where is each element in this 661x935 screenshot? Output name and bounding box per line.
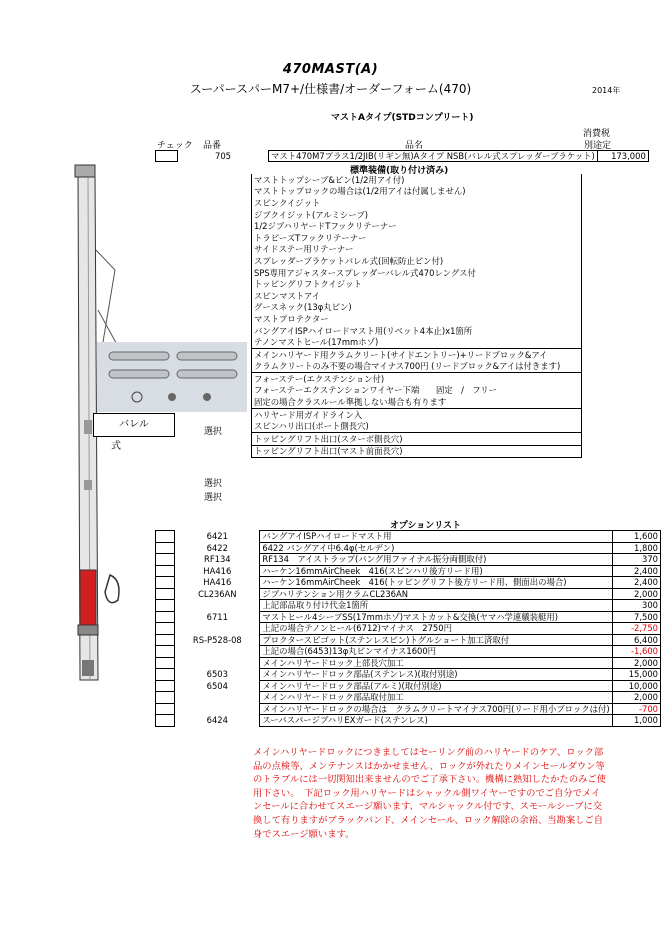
standard-item-row [252,445,582,458]
option-price: -2,750 [612,623,660,635]
option-part-no: HA416 [203,577,232,588]
option-part-no [175,623,260,635]
option-price: -700 [612,703,660,715]
option-name: 上記の場合(6453)13φ丸ピンマイナス1600円 [260,646,612,658]
option-name: ハーケン16mmAirCheek 416(トッピングリフト後方リード用、側面出の場合) [260,577,612,589]
page-title: 470MAST(A) [282,62,379,77]
standard-item-row [252,373,582,385]
standard-item: テノンマストヒール(17mmホゾ) [252,336,582,348]
option-price: 10,000 [612,680,660,692]
option-row [156,565,661,577]
standard-item-row [252,244,582,256]
option-name: RF134 アイストラップ(バング用ファイナル振分両側取付) [260,554,612,566]
lock-notes: メインハリヤードロックにつきましてはセーリング前のハリヤードのケア、ロック部品の点検等、メンテナンスはかかせません、ロックが外れたりメインセールダウン等のトラブルには一切関知出来ませんのでご了承下さい。機構に熟知したかたのみご使用下さい。 下記ロック用ハリヤードはシャックル側ワイヤーですのでご自分でメインセールに合わせてスエージ願います、マルシャックル付です、スモールシーブに交換して有りますがブラックバンド、メインセール、ロック解除の余裕、当勘案しご自身でスエージ願います。 [253,747,606,840]
option-name: メインハリヤードロック部品取付加工 [260,692,612,704]
standard-item-row [252,290,582,302]
standard-item-row [252,396,582,408]
standard-item-row [252,313,582,325]
option-checkbox[interactable] [156,531,175,543]
option-price: 6,400 [612,634,660,646]
option-price: 370 [612,554,660,566]
option-row [156,588,661,600]
standard-item-row [252,278,582,290]
standard-item-row [252,325,582,337]
standard-item: マストトップシーブ&ピン(1/2用アイ付) [252,174,582,186]
standard-item-row [252,209,582,221]
barrel-label-2: 式 [111,441,121,452]
option-name: スーパスパージブハリEXガード(ステンレス) [260,715,612,727]
option-name: メインハリヤードロック上部長穴加工 [260,657,612,669]
standard-item-row [252,385,582,397]
year-label: 2014年 [592,86,621,95]
standard-item: スピンマストアイ [252,290,582,302]
standard-item: スピンハリ出口(ポート側長穴) [252,420,582,432]
barrel-parts-photo [97,342,247,412]
option-price: 2,400 [612,577,660,589]
option-row [156,715,661,727]
option-checkbox[interactable] [156,588,175,600]
option-checkbox[interactable] [156,634,175,646]
option-part-no [175,657,260,669]
option-part-no [175,600,260,612]
standard-item-row [252,361,582,373]
option-checkbox[interactable] [156,703,175,715]
standard-item: スプレッダーブラケットバレル式(回転防止ピン付) [252,255,582,267]
standard-item-row [252,348,582,360]
option-price: 1,600 [612,531,660,543]
option-price: 1,800 [612,542,660,554]
option-price: 2,000 [612,692,660,704]
standard-equipment-list [251,174,582,458]
option-name: メインハリヤードロック部品(アルミ)(取付別途) [260,680,612,692]
standard-item: SPS専用アジャスタースプレッダーバレル式470レングス付 [252,267,582,279]
standard-item: トッピングリフト出口(マスト前面長穴) [252,445,582,458]
option-row [156,657,661,669]
option-name: マストヒール4シーブSS(17mmホゾ)マストカット&交換(ヤマハ学連艤装艇用) [260,611,612,623]
option-name: 6422 バングアイ中6.4φ(セルデン) [260,542,612,554]
main-item-part-no: 705 [215,151,231,161]
option-row [156,542,661,554]
option-row [156,611,661,623]
option-price: 1,000 [612,715,660,727]
option-checkbox[interactable] [156,715,175,727]
option-price: 15,000 [612,669,660,681]
option-row [156,554,661,566]
standard-item-row [252,232,582,244]
main-item-name: マスト470M7プラス1/2JIB(リギン無)Aタイプ NSB(バレル式スプレッダーブラケット) [269,151,598,162]
option-row [156,577,661,589]
standard-item: ジブクイジット(アルミシーブ) [252,209,582,221]
option-price: 2,400 [612,565,660,577]
option-row [156,634,661,646]
option-checkbox[interactable] [156,600,175,612]
standard-item-row [252,197,582,209]
option-checkbox[interactable] [156,657,175,669]
tax-header-1: 消費税 [583,129,611,139]
part-no-header: 品番 [203,141,222,151]
option-list-table [155,530,661,727]
option-part-no: 6711 [206,611,228,622]
option-part-no: 6421 [206,531,228,542]
tax-header-2: 別途定 [584,141,612,151]
standard-item: メインハリヤード用クラムクリート(サイドエントリー)+リードブロック&アイ [252,348,582,360]
standard-item: グースネック(13φ丸ピン) [252,302,582,314]
check-header: チェック [157,141,193,151]
standard-item: フォーステーエクステンションワイヤー下端 固定 / フリー [252,385,582,397]
page-subtitle: スーパースパーM7+/仕様書/オーダーフォーム(470) [189,82,472,96]
standard-item: ハリヤード用ガイドライン入 [252,408,582,420]
option-part-no [175,692,260,704]
standard-item-row [252,302,582,314]
standard-item-row [252,433,582,446]
main-item-price: 173,000 [597,151,648,162]
option-part-no: RF134 [204,554,231,565]
option-price: 2,000 [612,657,660,669]
option-name: メインハリヤードロックの場合は クラムクリートマイナス700円(リード用小ブロックは付) [260,703,612,715]
standard-item-row [252,174,582,186]
option-part-no: RS-P528-08 [192,634,242,645]
select-label-topping-front: 選択 [204,493,223,503]
option-row [156,692,661,704]
mast-type-label: マストAタイプ(STDコンプリート) [331,113,474,123]
option-list-title: オプションリスト [390,521,462,531]
option-part-no [175,646,260,658]
option-checkbox[interactable] [156,646,175,658]
option-checkbox[interactable] [156,623,175,635]
option-part-no: HA416 [203,565,232,576]
option-name: メインハリヤードロック部品(ステンレス)(取付別途) [260,669,612,681]
name-header: 品名 [405,141,424,151]
option-price: -1,600 [612,646,660,658]
option-row [156,531,661,543]
standard-item: トッピングリフト出口(スターボ側長穴) [252,433,582,446]
option-row [156,703,661,715]
select-label-forestay: 選択 [204,427,223,437]
standard-item: マストトップロックの場合は(1/2用アイは付属しません) [252,186,582,198]
option-part-no: 6503 [206,669,228,680]
main-item-checkbox[interactable] [156,151,178,162]
standard-item: スピンクイジット [252,197,582,209]
option-name: ジブハリテンション用クラムCL236AN [260,588,612,600]
standard-item: バングアイISPハイロードマスト用(リベット4本止)x1箇所 [252,325,582,337]
barrel-label: バレル [93,413,175,437]
standard-item: マストプロテクター [252,313,582,325]
barrel-parts-image [97,342,247,412]
standard-item-row [252,186,582,198]
option-name: 上記部品取り付け代金1箇所 [260,600,612,612]
standard-item: サイドステー用リテーナー [252,244,582,256]
standard-item-row [252,255,582,267]
standard-item: 固定の場合クラスルール準拠しない場合も有ります [252,396,582,408]
standard-item: トッピングリフトクイジット [252,278,582,290]
standard-item: フォーステー(エクステンション付) [252,373,582,385]
option-part-no: CL236AN [198,588,237,599]
option-part-no: 6424 [206,715,228,726]
option-row [156,680,661,692]
option-part-no [175,703,260,715]
option-row [156,623,661,635]
option-checkbox[interactable] [156,669,175,681]
main-item-row [155,150,649,162]
option-checkbox[interactable] [156,577,175,589]
option-row [156,600,661,612]
standard-item-row [252,420,582,432]
option-checkbox[interactable] [156,542,175,554]
standard-item: クラムクリートのみ不要の場合マイナス700円 (リードブロック&アイは付きます) [252,361,582,373]
standard-item: 1/2ジブハリヤードTフックリテーナー [252,220,582,232]
select-label-topping-stbd: 選択 [204,479,223,489]
option-part-no: 6504 [206,680,228,691]
standard-item-row [252,220,582,232]
option-part-no: 6422 [206,542,228,553]
option-row [156,669,661,681]
option-checkbox[interactable] [156,692,175,704]
option-name: 上記の場合テノンヒール(6712)マイナス 2750円 [260,623,612,635]
standard-item-row [252,408,582,420]
option-price: 300 [612,600,660,612]
standard-item-row [252,267,582,279]
option-checkbox[interactable] [156,680,175,692]
standard-equipment-title: 標準装備(取り付け済み) [350,166,449,176]
option-checkbox[interactable] [156,565,175,577]
option-price: 7,500 [612,611,660,623]
option-name: バングアイISPハイロードマスト用 [260,531,612,543]
standard-item-row [252,336,582,348]
option-price: 2,000 [612,588,660,600]
option-checkbox[interactable] [156,554,175,566]
option-name: ハーケン16mmAirCheek 416(スピンハリ後方リード用) [260,565,612,577]
option-checkbox[interactable] [156,611,175,623]
option-name: プロクタースピゴット(ステンレスピン)トグルショート加工済取付 [260,634,612,646]
standard-item: トラピーズTフックリテーナー [252,232,582,244]
option-row [156,646,661,658]
